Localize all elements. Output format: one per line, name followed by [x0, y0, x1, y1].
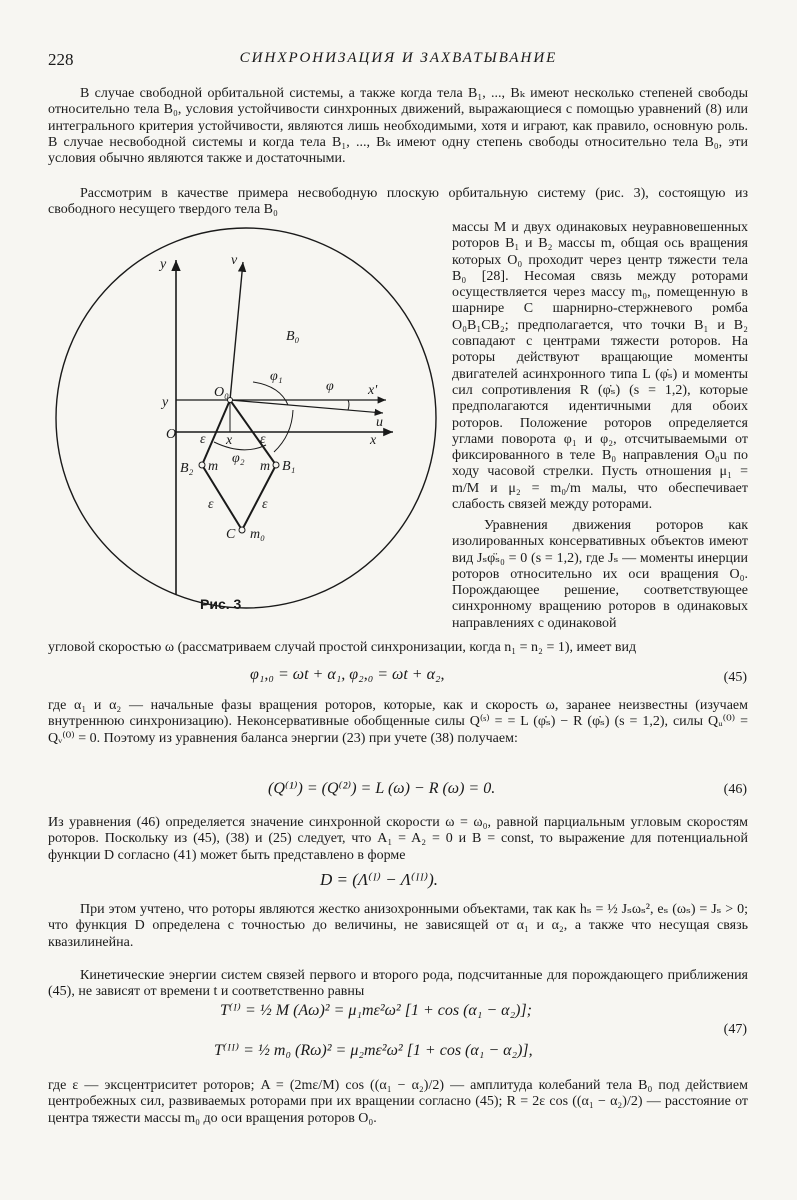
u-axis-line [230, 400, 383, 413]
paragraph-6: При этом учтено, что роторы являются жестко анизохронными объектами, так как hₛ = ½ Jₛωₛ², eₛ (ωₛ) = Jₛ > 0; что функция D определена с точностью до величины, не зависящей от α₁ и α₂, а также что несущая связь квазилинейна. [48, 902, 748, 950]
paragraph-7: Кинетические энергии систем связей первого и второго рода, подсчитанные для порождающего приближения (45), не зависят от времени t и соответственно равны [48, 968, 748, 1000]
phi2-arc [214, 442, 266, 450]
label-x-mark: x [226, 433, 233, 448]
v-axis-line [230, 262, 243, 400]
running-title: СИНХРОНИЗАЦИЯ И ЗАХВАТЫВАНИЕ [239, 50, 558, 66]
label-b1: B₁ [282, 459, 296, 474]
paragraph-8: где ε — эксцентриситет роторов; A = (2mε/M) cos ((α₁ − α₂)/2) — амплитуда колебаний тела B₀ под действием центробежных сил, развиваемых роторами при их вращении согласно (45); R = 2ε cos ((α₁ − α₂)/2) — расстояние от центра тяжести массы m₀ до оси вращения роторов O₀. [48, 1078, 748, 1126]
joint-c [239, 527, 245, 533]
label-u-axis: u [376, 415, 383, 430]
paragraph-2-right: массы M и двух одинаковых неуравновешенных роторов B₁ и B₂ массы m, общая ось вращения которых O₀ проходит через центр тяжести тела B₀ [28]. Несомая связь между роторами осуществляется через массу m₀, помещенную в шарнире C шарнирно-стержневого ромба O₀B₁CB₂; предполагается, что точки B₁ и B₂ совпадают с центрами тяжести роторов. На роторы действуют вращающие моменты двигателей асинхронного типа L (φ̇ₛ) и моменты сил сопротивления R (φ̇ₛ) (s = 1,2), которые предполагаются идентичными для обоих роторов. Положение роторов определяется углами поворота φ₁ и φ₂, отсчитываемыми от фиксированного в теле B₀ направления O₀u по ходу часовой стрелки. Пусть отношения μ₁ = m/M и μ₂ = m₀/m малы, что обеспечивает слабость связей между роторами. [452, 220, 748, 513]
label-o0: O₀ [214, 385, 229, 400]
label-body: B₀ [286, 329, 300, 344]
label-phi: φ [326, 379, 334, 394]
paragraph-3-right: Уравнения движения роторов как изолированных консервативных объектов имеют вид Jₛφ̈ₛ₀ = 0 (s = 1,2), где Jₛ — моменты инерции роторов относительно их оси вращения O₀. Порождающее решение, соответствующее синхронному вращению роторов в одинаковых направлениях с одинаковой [452, 518, 748, 631]
equation-47a: T⁽ᴵ⁾ = ½ M (Aω)² = μ₁mε²ω² [1 + cos (α₁ − α₂)]; [220, 1002, 533, 1019]
label-x-prime: x' [368, 383, 378, 398]
page-number: 228 [48, 50, 74, 69]
phi1-arc [253, 382, 288, 405]
joint-b1 [273, 462, 279, 468]
label-phi2: φ₂ [232, 451, 245, 466]
label-y-axis: y [160, 257, 167, 272]
paragraph-3-full: угловой скоростью ω (рассматриваем случай простой синхронизации, когда n₁ = n₂ = 1), имеет вид [48, 640, 637, 655]
equation-d: D = (Λ⁽ᴵ⁾ − Λ⁽ᴵᴵ⁾). [320, 870, 439, 889]
label-phi1: φ₁ [270, 369, 283, 384]
equation-47-number: (47) [723, 1022, 747, 1037]
equation-46: (Q⁽¹⁾) = (Q⁽²⁾) = L (ω) − R (ω) = 0. [268, 780, 496, 797]
label-eps-left-bot: ε [208, 497, 214, 512]
equation-46-number: (46) [723, 782, 747, 797]
paragraph-4: где α₁ и α₂ — начальные фазы вращения роторов, которые, как и скорость ω, заранее неизвестны (изучаем внутреннюю синхронизацию). Неконсервативные обобщенные силы Q⁽ˢ⁾ = = L (φ̇ₛ) − R (φ̇ₛ) (s = 1,2), силы Qᵤ⁽⁰⁾ = Qᵥ⁽⁰⁾ = 0. Поэтому из уравнения баланса энергии (23) при учете (38) получаем: [48, 698, 748, 746]
label-eps-right-bot: ε [262, 497, 268, 512]
joint-b2 [199, 462, 205, 468]
label-b2: B₂ [180, 461, 194, 476]
label-eps-right-top: ε [260, 432, 266, 447]
label-y-level: y [162, 395, 169, 410]
paragraph-1: В случае свободной орбитальной системы, а также когда тела B₁, ..., Bₖ имеют несколько степеней свободы относительно тела B₀, условия устойчивости синхронных движений, выражающиеся с помощью уравнений (8) или интегрального критерия устойчивости, являются лишь необходимыми, хотя и играют, как правило, основную роль. В случае несвободной системы и когда тела B₁, ..., Bₖ имеют одну степень свободы относительно тела B₀, эти условия обычно являются также и достаточными. [48, 86, 748, 167]
label-x-axis: x [370, 433, 377, 448]
equation-45-number: (45) [723, 670, 747, 685]
label-c: C [226, 527, 236, 542]
phi-arc [348, 400, 349, 410]
label-m-right: m [260, 459, 271, 474]
figure-caption: Рис. 3 [200, 596, 242, 612]
equation-45: φ₁,₀ = ωt + α₁, φ₂,₀ = ωt + α₂, [250, 666, 445, 683]
label-eps-left-top: ε [200, 432, 206, 447]
u-to-b1-arc [274, 410, 293, 452]
label-m0: m₀ [250, 527, 265, 542]
equation-47b: T⁽ᴵᴵ⁾ = ½ m₀ (Rω)² = μ₂mε²ω² [1 + cos (α₁ − α₂)], [214, 1042, 533, 1059]
paragraph-5: Из уравнения (46) определяется значение синхронной скорости ω = ω₀, равной парциальным угловым скоростям роторов. Поскольку из (45), (38) и (25) следует, что A₁ = A₂ = 0 и B = const, то выражение для потенциальной функции D согласно (41) может быть представлено в форме [48, 815, 748, 863]
paragraph-2-top: Рассмотрим в качестве примера несвободную плоскую орбитальную систему (рис. 3), состоящую из свободного несущего твердого тела B₀ [48, 186, 748, 218]
label-m-left: m [208, 459, 219, 474]
rod-b1-c [242, 465, 276, 530]
label-v-axis: v [231, 253, 238, 268]
figure-3 [48, 220, 448, 620]
label-o: O [166, 427, 177, 442]
